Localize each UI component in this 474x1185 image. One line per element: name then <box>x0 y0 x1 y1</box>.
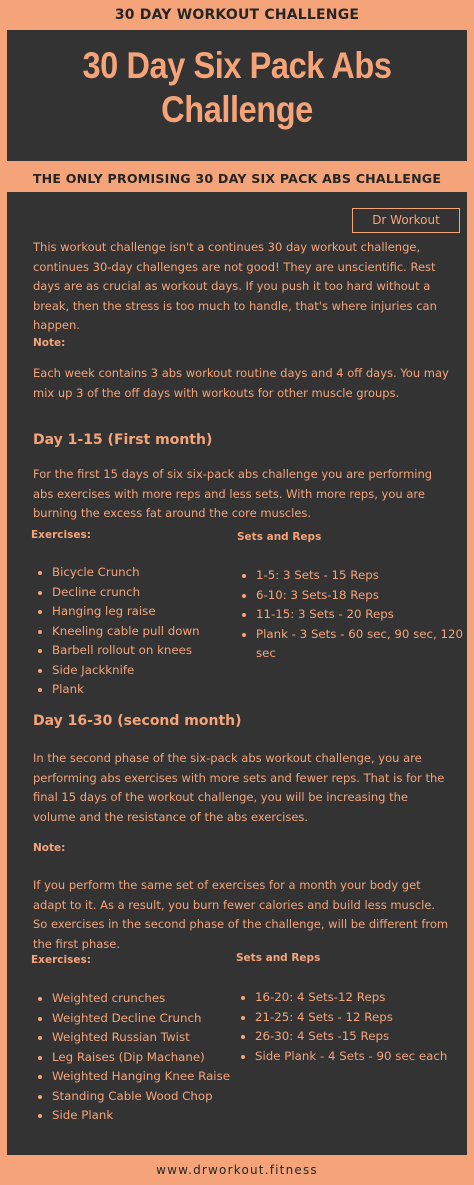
list-item: • Leg Raises (Dip Machane) <box>52 1048 252 1068</box>
footer-website: www.drworkout.fitness <box>156 1163 318 1177</box>
list-item: • Plank - 3 Sets - 60 sec, 90 sec, 120 sec <box>256 625 471 664</box>
phase1-heading: Day 1-15 (First month) <box>33 432 213 448</box>
list-item: • Barbell rollout on knees <box>52 641 252 661</box>
list-item: • Weighted Russian Twist <box>52 1028 252 1048</box>
list-item: • Weighted Decline Crunch <box>52 1009 252 1029</box>
phase2-exercise-list <box>32 989 252 1126</box>
phase2-sets-list <box>235 988 470 1066</box>
list-item: • Side Plank <box>52 1106 252 1126</box>
list-item: • Weighted crunches <box>52 989 252 1009</box>
phase2-note-text: If you perform the same set of exercises for a month your body get adapt to it. As a result, you burn fewer calories and build less muscle. So exercises in the second phase of the challenge, will be different from the first phase. <box>33 878 449 951</box>
phase2-note-label: Note: <box>33 842 66 854</box>
phase2-text: In the second phase of the six-pack abs workout challenge, you are performing abs exercises with more sets and fewer reps. That is for the final 15 days of the workout challenge, you will be increasing the volume and the resistance of the abs exercises. <box>33 751 445 824</box>
list-item: • 26-30: 4 Sets -15 Reps <box>255 1027 470 1047</box>
phase2-sets-label: Sets and Reps <box>236 952 321 964</box>
phase1-exercise-list <box>32 563 252 700</box>
note-label: Note: <box>33 337 66 349</box>
list-item: • Bicycle Crunch <box>52 563 252 583</box>
title-box <box>7 30 467 161</box>
list-item: • Decline crunch <box>52 583 252 603</box>
phase1-sets-list <box>236 566 471 664</box>
phase1-exercises-label: Exercises: <box>31 529 91 541</box>
phase2-exercises-label: Exercises: <box>31 954 91 966</box>
content-panel <box>7 192 467 1155</box>
list-item: • Kneeling cable pull down <box>52 622 252 642</box>
list-item: • Weighted Hanging Knee Raise <box>52 1067 252 1087</box>
phase1-text: For the first 15 days of six six-pack abs challenge you are performing abs exercises with more reps and less sets. With more reps, you are burning the excess fat around the core muscles. <box>33 467 433 520</box>
intro-paragraph: This workout challenge isn't a continues 30 day workout challenge, continues 30-day challenges are not good! They are unscientific. Rest days are as crucial as workout days. If you push it too hard without a break, then the stress is too much to handle, that's where injuries can happen. <box>33 240 437 332</box>
list-item: • Standing Cable Wood Chop <box>52 1087 252 1107</box>
note-text: Each week contains 3 abs workout routine days and 4 off days. You may mix up 3 of the off days with workouts for other muscle groups. <box>33 366 449 400</box>
author-badge: Dr Workout <box>352 208 460 233</box>
list-item: • 21-25: 4 Sets - 12 Reps <box>255 1008 470 1028</box>
list-item: • 16-20: 4 Sets-12 Reps <box>255 988 470 1008</box>
list-item: • Side Jackknife <box>52 661 252 681</box>
phase2-heading: Day 16-30 (second month) <box>33 713 242 729</box>
list-item: • 1-5: 3 Sets - 15 Reps <box>256 566 471 586</box>
top-banner: 30 DAY WORKOUT CHALLENGE <box>0 0 474 30</box>
title-line-2: Challenge <box>161 89 313 130</box>
subtitle-banner: THE ONLY PROMISING 30 DAY SIX PACK ABS CHALLENGE <box>32 171 442 186</box>
list-item: • Plank <box>52 680 252 700</box>
list-item: • 11-15: 3 Sets - 20 Reps <box>256 605 471 625</box>
title-line-1: 30 Day Six Pack Abs <box>82 45 392 86</box>
list-item: • 6-10: 3 Sets-18 Reps <box>256 586 471 606</box>
page-title <box>35 44 440 132</box>
phase1-sets-label: Sets and Reps <box>237 531 322 543</box>
list-item: • Hanging leg raise <box>52 602 252 622</box>
list-item: • Side Plank - 4 Sets - 90 sec each <box>255 1047 470 1067</box>
